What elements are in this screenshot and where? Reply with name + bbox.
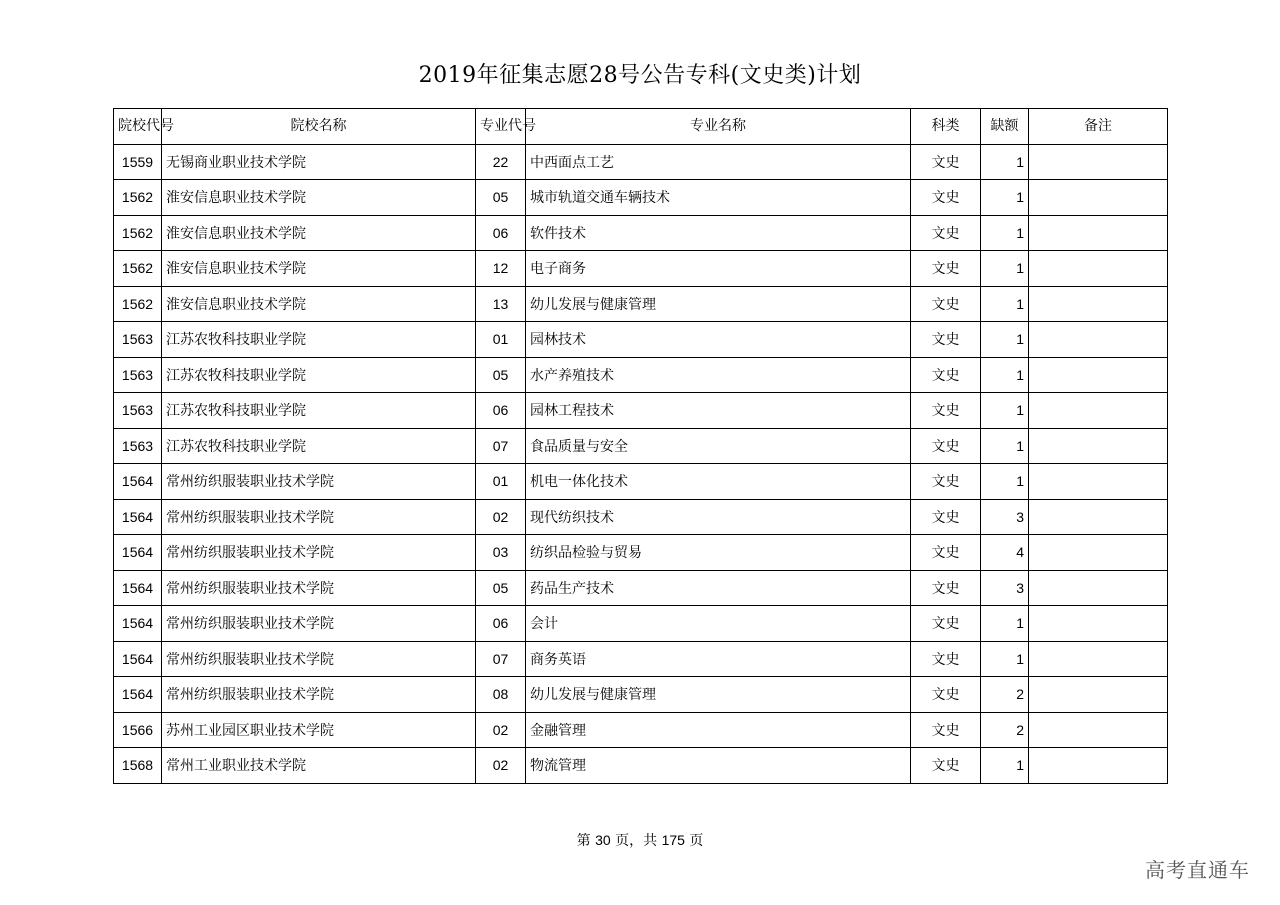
cell-category: 文史 xyxy=(911,286,981,322)
cell-major-name: 软件技术 xyxy=(526,215,911,251)
table-body xyxy=(114,144,1168,783)
cell-school-code: 1568 xyxy=(114,748,162,784)
cell-school-name: 常州纺织服装职业技术学院 xyxy=(162,570,476,606)
cell-school-name: 常州纺织服装职业技术学院 xyxy=(162,499,476,535)
cell-category: 文史 xyxy=(911,322,981,358)
cell-major-code: 13 xyxy=(476,286,526,322)
current-page-number: 30 xyxy=(595,832,611,848)
cell-school-code: 1564 xyxy=(114,606,162,642)
header-school-code: 院校代号 xyxy=(114,109,162,145)
cell-shortfall: 1 xyxy=(981,357,1029,393)
table-row xyxy=(114,570,1168,606)
cell-category: 文史 xyxy=(911,641,981,677)
cell-school-code: 1564 xyxy=(114,464,162,500)
cell-school-name: 江苏农牧科技职业学院 xyxy=(162,322,476,358)
table-row xyxy=(114,535,1168,571)
cell-major-code: 03 xyxy=(476,535,526,571)
cell-major-name: 纺织品检验与贸易 xyxy=(526,535,911,571)
watermark-text: 高考直通车 xyxy=(1145,858,1250,882)
cell-category: 文史 xyxy=(911,677,981,713)
cell-school-code: 1562 xyxy=(114,286,162,322)
footer-suffix: 页 xyxy=(689,833,704,849)
cell-major-code: 02 xyxy=(476,748,526,784)
cell-major-code: 08 xyxy=(476,677,526,713)
cell-remarks xyxy=(1029,251,1168,287)
cell-major-name: 城市轨道交通车辆技术 xyxy=(526,180,911,216)
cell-shortfall: 4 xyxy=(981,535,1029,571)
cell-school-code: 1566 xyxy=(114,712,162,748)
table-row xyxy=(114,712,1168,748)
cell-major-code: 22 xyxy=(476,144,526,180)
cell-major-name: 中西面点工艺 xyxy=(526,144,911,180)
cell-major-code: 05 xyxy=(476,570,526,606)
cell-major-code: 06 xyxy=(476,215,526,251)
cell-category: 文史 xyxy=(911,357,981,393)
cell-major-code: 07 xyxy=(476,641,526,677)
cell-major-code: 01 xyxy=(476,322,526,358)
header-shortfall: 缺额 xyxy=(981,109,1029,145)
cell-major-name: 物流管理 xyxy=(526,748,911,784)
table-row xyxy=(114,393,1168,429)
cell-remarks xyxy=(1029,712,1168,748)
table-row xyxy=(114,464,1168,500)
cell-school-name: 淮安信息职业技术学院 xyxy=(162,215,476,251)
cell-school-code: 1564 xyxy=(114,641,162,677)
cell-major-code: 01 xyxy=(476,464,526,500)
cell-shortfall: 1 xyxy=(981,641,1029,677)
cell-major-code: 12 xyxy=(476,251,526,287)
cell-shortfall: 1 xyxy=(981,428,1029,464)
cell-remarks xyxy=(1029,748,1168,784)
table-row xyxy=(114,748,1168,784)
table-row xyxy=(114,322,1168,358)
cell-major-name: 商务英语 xyxy=(526,641,911,677)
cell-major-name: 幼儿发展与健康管理 xyxy=(526,677,911,713)
cell-school-name: 常州工业职业技术学院 xyxy=(162,748,476,784)
cell-remarks xyxy=(1029,428,1168,464)
cell-shortfall: 3 xyxy=(981,499,1029,535)
cell-school-code: 1564 xyxy=(114,499,162,535)
cell-category: 文史 xyxy=(911,570,981,606)
cell-category: 文史 xyxy=(911,144,981,180)
cell-remarks xyxy=(1029,144,1168,180)
cell-major-name: 现代纺织技术 xyxy=(526,499,911,535)
cell-shortfall: 3 xyxy=(981,570,1029,606)
cell-shortfall: 1 xyxy=(981,180,1029,216)
header-category: 科类 xyxy=(911,109,981,145)
cell-category: 文史 xyxy=(911,180,981,216)
cell-remarks xyxy=(1029,570,1168,606)
total-page-count: 175 xyxy=(661,832,685,848)
cell-major-name: 园林工程技术 xyxy=(526,393,911,429)
cell-major-name: 金融管理 xyxy=(526,712,911,748)
cell-major-name: 机电一体化技术 xyxy=(526,464,911,500)
cell-school-code: 1563 xyxy=(114,357,162,393)
header-remarks: 备注 xyxy=(1029,109,1168,145)
cell-shortfall: 1 xyxy=(981,393,1029,429)
header-major-name: 专业名称 xyxy=(526,109,911,145)
table-row xyxy=(114,251,1168,287)
table-row xyxy=(114,357,1168,393)
footer-prefix: 第 xyxy=(576,833,591,849)
cell-school-name: 常州纺织服装职业技术学院 xyxy=(162,677,476,713)
cell-school-name: 江苏农牧科技职业学院 xyxy=(162,357,476,393)
cell-major-code: 07 xyxy=(476,428,526,464)
cell-major-name: 电子商务 xyxy=(526,251,911,287)
cell-remarks xyxy=(1029,322,1168,358)
cell-shortfall: 1 xyxy=(981,251,1029,287)
cell-school-code: 1564 xyxy=(114,677,162,713)
cell-remarks xyxy=(1029,464,1168,500)
header-school-name: 院校名称 xyxy=(162,109,476,145)
cell-category: 文史 xyxy=(911,499,981,535)
cell-remarks xyxy=(1029,606,1168,642)
document-title: 2019年征集志愿28号公告专科(文史类)计划 xyxy=(418,63,862,88)
cell-school-code: 1562 xyxy=(114,215,162,251)
cell-category: 文史 xyxy=(911,748,981,784)
cell-shortfall: 1 xyxy=(981,464,1029,500)
table-row xyxy=(114,606,1168,642)
cell-remarks xyxy=(1029,180,1168,216)
table-row xyxy=(114,428,1168,464)
cell-school-name: 淮安信息职业技术学院 xyxy=(162,180,476,216)
cell-major-name: 水产养殖技术 xyxy=(526,357,911,393)
cell-school-code: 1564 xyxy=(114,535,162,571)
table-row xyxy=(114,215,1168,251)
cell-shortfall: 1 xyxy=(981,144,1029,180)
cell-shortfall: 1 xyxy=(981,606,1029,642)
cell-category: 文史 xyxy=(911,251,981,287)
cell-school-name: 常州纺织服装职业技术学院 xyxy=(162,535,476,571)
cell-major-code: 05 xyxy=(476,357,526,393)
cell-shortfall: 1 xyxy=(981,748,1029,784)
cell-major-name: 食品质量与安全 xyxy=(526,428,911,464)
table-row xyxy=(114,144,1168,180)
cell-school-name: 淮安信息职业技术学院 xyxy=(162,286,476,322)
footer-middle: 页，共 xyxy=(615,833,658,849)
cell-school-code: 1563 xyxy=(114,428,162,464)
cell-major-code: 05 xyxy=(476,180,526,216)
cell-major-name: 园林技术 xyxy=(526,322,911,358)
cell-remarks xyxy=(1029,499,1168,535)
cell-category: 文史 xyxy=(911,215,981,251)
cell-category: 文史 xyxy=(911,393,981,429)
cell-category: 文史 xyxy=(911,464,981,500)
table-row xyxy=(114,641,1168,677)
cell-school-code: 1562 xyxy=(114,251,162,287)
cell-major-name: 药品生产技术 xyxy=(526,570,911,606)
cell-major-code: 02 xyxy=(476,499,526,535)
cell-school-code: 1563 xyxy=(114,322,162,358)
cell-school-code: 1559 xyxy=(114,144,162,180)
cell-shortfall: 2 xyxy=(981,712,1029,748)
cell-major-code: 02 xyxy=(476,712,526,748)
cell-school-name: 常州纺织服装职业技术学院 xyxy=(162,606,476,642)
page-footer xyxy=(0,830,1280,850)
cell-category: 文史 xyxy=(911,428,981,464)
cell-remarks xyxy=(1029,641,1168,677)
cell-school-name: 淮安信息职业技术学院 xyxy=(162,251,476,287)
cell-school-name: 江苏农牧科技职业学院 xyxy=(162,393,476,429)
cell-remarks xyxy=(1029,357,1168,393)
enrollment-plan-table xyxy=(113,108,1168,784)
cell-remarks xyxy=(1029,535,1168,571)
cell-school-name: 常州纺织服装职业技术学院 xyxy=(162,641,476,677)
table-row xyxy=(114,286,1168,322)
table-row xyxy=(114,180,1168,216)
cell-school-name: 苏州工业园区职业技术学院 xyxy=(162,712,476,748)
cell-shortfall: 2 xyxy=(981,677,1029,713)
cell-major-code: 06 xyxy=(476,606,526,642)
table-header-row xyxy=(114,109,1168,145)
cell-category: 文史 xyxy=(911,712,981,748)
cell-shortfall: 1 xyxy=(981,286,1029,322)
table-row xyxy=(114,677,1168,713)
cell-major-name: 会计 xyxy=(526,606,911,642)
cell-major-code: 06 xyxy=(476,393,526,429)
cell-category: 文史 xyxy=(911,535,981,571)
cell-remarks xyxy=(1029,677,1168,713)
cell-school-code: 1564 xyxy=(114,570,162,606)
header-major-code: 专业代号 xyxy=(476,109,526,145)
table-row xyxy=(114,499,1168,535)
cell-school-code: 1563 xyxy=(114,393,162,429)
cell-major-name: 幼儿发展与健康管理 xyxy=(526,286,911,322)
cell-school-name: 常州纺织服装职业技术学院 xyxy=(162,464,476,500)
cell-category: 文史 xyxy=(911,606,981,642)
cell-shortfall: 1 xyxy=(981,215,1029,251)
cell-school-code: 1562 xyxy=(114,180,162,216)
cell-shortfall: 1 xyxy=(981,322,1029,358)
cell-remarks xyxy=(1029,393,1168,429)
cell-school-name: 江苏农牧科技职业学院 xyxy=(162,428,476,464)
cell-school-name: 无锡商业职业技术学院 xyxy=(162,144,476,180)
cell-remarks xyxy=(1029,286,1168,322)
cell-remarks xyxy=(1029,215,1168,251)
